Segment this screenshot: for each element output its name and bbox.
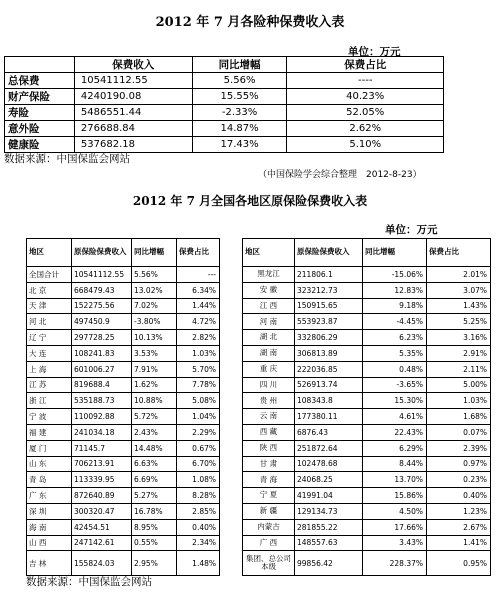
premium-income-cell: 110092.88	[72, 409, 132, 425]
region-name: 辽 宁	[27, 330, 72, 346]
column-gap	[220, 314, 243, 330]
column-gap	[220, 519, 243, 535]
region-name: 山 西	[27, 535, 72, 551]
premium-income-cell: 113339.95	[72, 472, 132, 488]
region-name: 全国合计	[27, 267, 72, 283]
column-gap	[220, 440, 243, 456]
growth-cell: -15.06%	[363, 267, 427, 283]
region-row	[27, 298, 491, 314]
region-name: 浙 江	[27, 393, 72, 409]
column-gap	[220, 472, 243, 488]
table2-unit: 单位：万元	[385, 224, 438, 236]
table-header-row	[27, 239, 491, 267]
column-header: 同比增幅	[363, 239, 427, 267]
growth-cell: 13.70%	[363, 472, 427, 488]
region-name: 深 圳	[27, 503, 72, 519]
column-gap	[220, 361, 243, 377]
growth-cell: 1.62%	[132, 377, 177, 393]
premium-income-cell: 872640.89	[72, 488, 132, 504]
premium-income-cell: 24068.25	[295, 472, 363, 488]
region-name: 广 东	[27, 488, 72, 504]
column-gap	[220, 239, 243, 267]
column-gap	[220, 282, 243, 298]
region-row	[27, 440, 491, 456]
growth-cell: -3.80%	[132, 314, 177, 330]
region-name: 河 北	[27, 314, 72, 330]
table2-source: 数据来源：中国保监会网站	[26, 576, 152, 588]
column-gap	[220, 409, 243, 425]
region-name: 贵 州	[243, 393, 295, 409]
growth-cell: 5.27%	[132, 488, 177, 504]
growth-cell: 17.66%	[363, 519, 427, 535]
growth-cell: 8.44%	[363, 456, 427, 472]
region-row	[27, 503, 491, 519]
region-row	[27, 409, 491, 425]
share-cell: 7.78%	[177, 377, 220, 393]
column-header: 保费占比	[287, 57, 444, 73]
share-cell: 2.11%	[427, 361, 491, 377]
region-name: 河 南	[243, 314, 295, 330]
region-name: 山 东	[27, 456, 72, 472]
growth-cell: 5.35%	[363, 345, 427, 361]
premium-income-cell: 241034.18	[72, 424, 132, 440]
region-name: 宁 夏	[243, 488, 295, 504]
premium-income-cell: 150915.65	[295, 298, 363, 314]
premium-income-cell: 300320.47	[72, 503, 132, 519]
region-row	[27, 393, 491, 409]
region-name: 青 海	[243, 472, 295, 488]
region-name: 甘 肃	[243, 456, 295, 472]
region-name: 天 津	[27, 298, 72, 314]
region-name: 内蒙古	[243, 519, 295, 535]
region-row	[27, 361, 491, 377]
share-cell: 2.67%	[427, 519, 491, 535]
growth-cell: 3.43%	[363, 535, 427, 551]
share-cell: 1.23%	[427, 503, 491, 519]
region-name: 新 疆	[243, 503, 295, 519]
column-header: 保费收入	[74, 57, 192, 73]
growth-cell: -2.33%	[192, 105, 287, 121]
share-cell: 1.03%	[177, 345, 220, 361]
region-name: 陕 西	[243, 440, 295, 456]
premium-income-cell: 129134.73	[295, 503, 363, 519]
premium-income-cell: 819688.4	[72, 377, 132, 393]
share-cell: ---	[177, 267, 220, 283]
share-cell: 0.40%	[427, 488, 491, 504]
row-label: 寿险	[5, 105, 75, 121]
growth-cell: 14.87%	[192, 121, 287, 137]
premium-income-cell: 10541112.55	[74, 73, 192, 89]
premium-income-cell: 71145.7	[72, 440, 132, 456]
premium-income-cell: 99856.42	[295, 551, 363, 576]
region-name: 上 海	[27, 361, 72, 377]
share-cell: 0.23%	[427, 472, 491, 488]
column-gap	[220, 267, 243, 283]
premium-income-cell: 41991.04	[295, 488, 363, 504]
premium-income-cell: 10541112.55	[72, 267, 132, 283]
region-row	[27, 330, 491, 346]
column-gap	[220, 503, 243, 519]
share-cell: 0.40%	[177, 519, 220, 535]
share-cell: 1.04%	[177, 409, 220, 425]
table1-title: 2012 年 7 月各险种保费收入表	[155, 15, 345, 30]
share-cell: 8.28%	[177, 488, 220, 504]
region-name: 云 南	[243, 409, 295, 425]
region-name: 江 西	[243, 298, 295, 314]
region-name: 宁 波	[27, 409, 72, 425]
premium-income-cell: 553923.87	[295, 314, 363, 330]
share-cell: 1.44%	[177, 298, 220, 314]
share-cell: 5.70%	[177, 361, 220, 377]
share-cell: 1.08%	[177, 472, 220, 488]
share-cell: 2.29%	[177, 424, 220, 440]
region-name: 湖 南	[243, 345, 295, 361]
growth-cell: 16.78%	[132, 503, 177, 519]
column-header: 地区	[243, 239, 295, 267]
region-row	[27, 314, 491, 330]
share-cell: 5.10%	[287, 137, 444, 153]
column-gap	[220, 551, 243, 576]
growth-cell: 8.95%	[132, 519, 177, 535]
table-header-row	[5, 57, 444, 73]
premium-income-cell: 601006.27	[72, 361, 132, 377]
growth-cell: -4.45%	[363, 314, 427, 330]
region-name: 西 藏	[243, 424, 295, 440]
row-label: 意外险	[5, 121, 75, 137]
growth-cell: 14.48%	[132, 440, 177, 456]
growth-cell: 17.43%	[192, 137, 287, 153]
growth-cell: 10.13%	[132, 330, 177, 346]
region-row	[27, 377, 491, 393]
premium-income-cell: 6876.43	[295, 424, 363, 440]
share-cell: 5.00%	[427, 377, 491, 393]
growth-cell: 12.83%	[363, 282, 427, 298]
premium-income-cell: 102478.68	[295, 456, 363, 472]
share-cell: 5.08%	[177, 393, 220, 409]
premium-income-cell: 535188.73	[72, 393, 132, 409]
premium-by-region-table	[26, 238, 491, 576]
growth-cell: 6.29%	[363, 440, 427, 456]
premium-income-cell: 108241.83	[72, 345, 132, 361]
growth-cell: 4.50%	[363, 503, 427, 519]
region-row	[27, 551, 491, 576]
region-name: 集团、总公司本级	[243, 551, 295, 576]
share-cell: 6.70%	[177, 456, 220, 472]
region-name: 福 建	[27, 424, 72, 440]
share-cell: 2.62%	[287, 121, 444, 137]
region-name: 北 京	[27, 282, 72, 298]
growth-cell: 228.37%	[363, 551, 427, 576]
region-row	[27, 488, 491, 504]
premium-income-cell: 211806.1	[295, 267, 363, 283]
growth-cell: -3.65%	[363, 377, 427, 393]
growth-cell: 0.55%	[132, 535, 177, 551]
premium-income-cell: 323212.73	[295, 282, 363, 298]
share-cell: 2.01%	[427, 267, 491, 283]
growth-cell: 5.56%	[192, 73, 287, 89]
premium-income-cell: 155824.03	[72, 551, 132, 576]
column-header	[5, 57, 75, 73]
region-name: 四 川	[243, 377, 295, 393]
region-row	[27, 267, 491, 283]
premium-income-cell: 42454.51	[72, 519, 132, 535]
growth-cell: 15.30%	[363, 393, 427, 409]
row-label: 健康险	[5, 137, 75, 153]
column-gap	[220, 377, 243, 393]
share-cell: ----	[287, 73, 444, 89]
share-cell: 0.97%	[427, 456, 491, 472]
growth-cell: 6.69%	[132, 472, 177, 488]
region-row	[27, 456, 491, 472]
share-cell: 4.72%	[177, 314, 220, 330]
premium-income-cell: 251872.64	[295, 440, 363, 456]
premium-income-cell: 148557.63	[295, 535, 363, 551]
region-row	[27, 472, 491, 488]
premium-income-cell: 177380.11	[295, 409, 363, 425]
growth-cell: 6.23%	[363, 330, 427, 346]
premium-income-cell: 4240190.08	[74, 89, 192, 105]
column-header: 保费占比	[177, 239, 220, 267]
growth-cell: 15.86%	[363, 488, 427, 504]
table-row	[5, 121, 444, 137]
growth-cell: 4.61%	[363, 409, 427, 425]
share-cell: 40.23%	[287, 89, 444, 105]
column-header: 保费占比	[427, 239, 491, 267]
growth-cell: 7.02%	[132, 298, 177, 314]
premium-income-cell: 276688.84	[74, 121, 192, 137]
row-label: 总保费	[5, 73, 75, 89]
premium-income-cell: 222036.85	[295, 361, 363, 377]
share-cell: 0.07%	[427, 424, 491, 440]
premium-income-cell: 152275.56	[72, 298, 132, 314]
share-cell: 2.39%	[427, 440, 491, 456]
column-header: 同比增幅	[192, 57, 287, 73]
premium-income-cell: 306813.89	[295, 345, 363, 361]
compiler-note: （中国保险学会综合整理 2012-8-23）	[258, 170, 422, 180]
region-name: 吉 林	[27, 551, 72, 576]
region-name: 重 庆	[243, 361, 295, 377]
premium-income-cell: 668479.43	[72, 282, 132, 298]
region-name: 大 连	[27, 345, 72, 361]
region-name: 湖 北	[243, 330, 295, 346]
column-gap	[220, 298, 243, 314]
growth-cell: 2.43%	[132, 424, 177, 440]
growth-cell: 13.02%	[132, 282, 177, 298]
region-name: 广 西	[243, 535, 295, 551]
table-row	[5, 105, 444, 121]
table2-title: 2012 年 7 月全国各地区原保险保费收入表	[132, 194, 368, 208]
column-gap	[220, 488, 243, 504]
share-cell: 1.48%	[177, 551, 220, 576]
region-name: 江 苏	[27, 377, 72, 393]
share-cell: 2.91%	[427, 345, 491, 361]
region-row	[27, 424, 491, 440]
table-row	[5, 73, 444, 89]
growth-cell: 5.72%	[132, 409, 177, 425]
column-gap	[220, 535, 243, 551]
column-header: 地区	[27, 239, 72, 267]
premium-income-cell: 281855.22	[295, 519, 363, 535]
share-cell: 6.34%	[177, 282, 220, 298]
column-gap	[220, 330, 243, 346]
share-cell: 0.95%	[427, 551, 491, 576]
table-row	[5, 89, 444, 105]
premium-by-line-table	[4, 56, 444, 153]
table1-unit: 单位：万元	[348, 46, 401, 58]
share-cell: 0.67%	[177, 440, 220, 456]
premium-income-cell: 5486551.44	[74, 105, 192, 121]
column-gap	[220, 424, 243, 440]
premium-income-cell: 537682.18	[74, 137, 192, 153]
growth-cell: 10.88%	[132, 393, 177, 409]
column-header: 原保险保费收入	[295, 239, 363, 267]
region-row	[27, 535, 491, 551]
region-name: 厦 门	[27, 440, 72, 456]
row-label: 财产保险	[5, 89, 75, 105]
share-cell: 2.85%	[177, 503, 220, 519]
region-name: 安 徽	[243, 282, 295, 298]
column-header: 同比增幅	[132, 239, 177, 267]
share-cell: 2.34%	[177, 535, 220, 551]
share-cell: 3.16%	[427, 330, 491, 346]
column-header: 原保险保费收入	[72, 239, 132, 267]
share-cell: 52.05%	[287, 105, 444, 121]
growth-cell: 5.56%	[132, 267, 177, 283]
growth-cell: 7.91%	[132, 361, 177, 377]
column-gap	[220, 456, 243, 472]
region-row	[27, 345, 491, 361]
share-cell: 5.25%	[427, 314, 491, 330]
premium-income-cell: 526913.74	[295, 377, 363, 393]
share-cell: 2.82%	[177, 330, 220, 346]
share-cell: 1.03%	[427, 393, 491, 409]
growth-cell: 9.18%	[363, 298, 427, 314]
share-cell: 1.43%	[427, 298, 491, 314]
growth-cell: 2.95%	[132, 551, 177, 576]
share-cell: 1.68%	[427, 409, 491, 425]
region-name: 海 南	[27, 519, 72, 535]
region-name: 黑龙江	[243, 267, 295, 283]
region-row	[27, 519, 491, 535]
column-gap	[220, 345, 243, 361]
premium-income-cell: 247142.61	[72, 535, 132, 551]
premium-income-cell: 297728.25	[72, 330, 132, 346]
growth-cell: 15.55%	[192, 89, 287, 105]
premium-income-cell: 706213.91	[72, 456, 132, 472]
premium-income-cell: 497450.9	[72, 314, 132, 330]
premium-income-cell: 108343.8	[295, 393, 363, 409]
table1-source: 数据来源：中国保监会网站	[4, 153, 130, 165]
premium-income-cell: 332806.29	[295, 330, 363, 346]
region-row	[27, 282, 491, 298]
growth-cell: 6.63%	[132, 456, 177, 472]
growth-cell: 0.48%	[363, 361, 427, 377]
column-gap	[220, 393, 243, 409]
share-cell: 1.41%	[427, 535, 491, 551]
region-name: 青 岛	[27, 472, 72, 488]
share-cell: 3.07%	[427, 282, 491, 298]
growth-cell: 22.43%	[363, 424, 427, 440]
growth-cell: 3.53%	[132, 345, 177, 361]
